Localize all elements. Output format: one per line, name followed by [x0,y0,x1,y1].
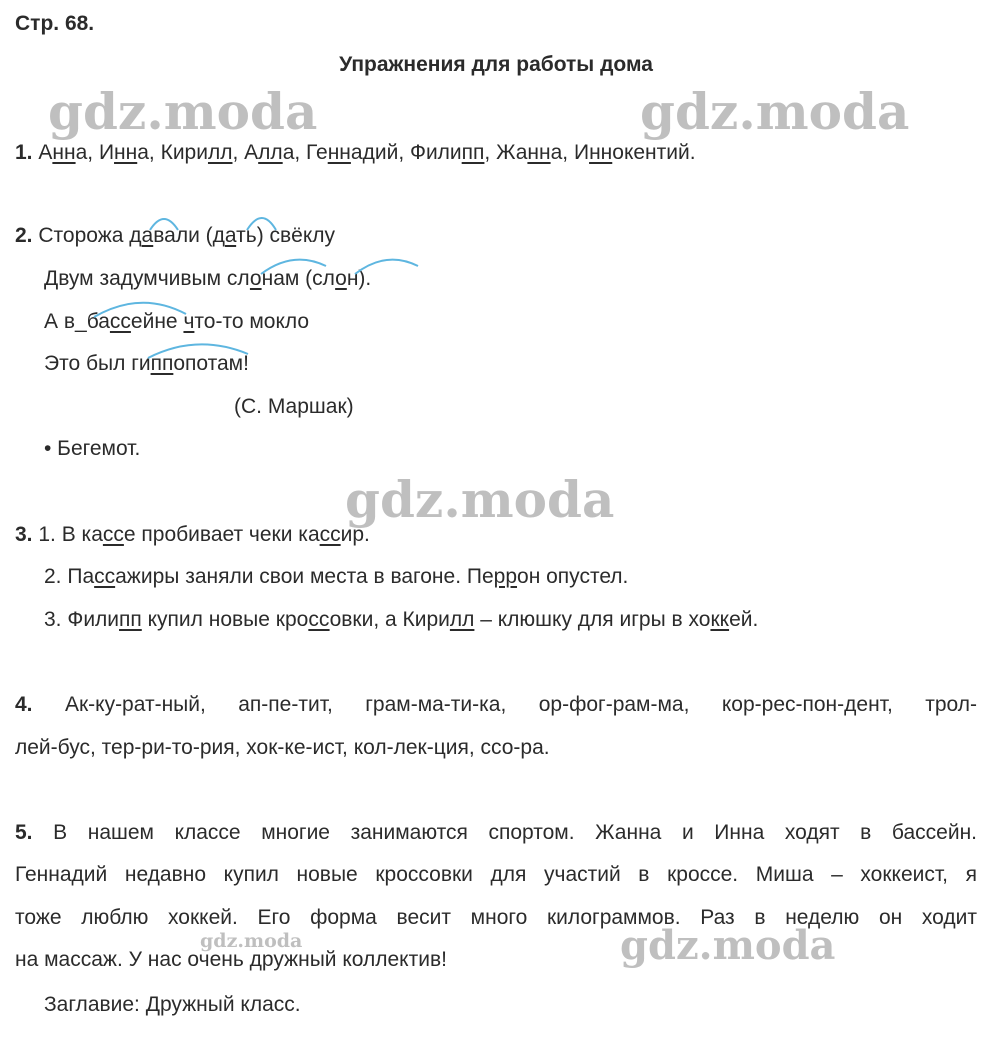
name-part: Фили [409,141,462,164]
underlined-letter: сс [319,523,341,546]
exercise-5-line-2: Геннадий недавно купил новые кроссовки для участий в кроссе. Миша – хоккеист, я [15,863,977,886]
page-label: Стр. 68. [15,12,95,35]
root-arc [94,303,186,317]
underlined-letter: а [224,224,237,247]
sentence-text: ей. [729,608,759,631]
separator: . [689,141,696,164]
name-part: И [98,141,115,164]
poem-text: нам (сл [261,267,336,290]
poem-text: _ [75,310,87,333]
sentence-text: он опустел. [517,565,629,588]
underlined-letters: нн [52,141,76,164]
separator: , [562,141,574,164]
sentence-text: купил новые кро [141,608,309,631]
poem-text: Это был ги [44,352,151,375]
underlined-letter: сс [94,565,116,588]
separator: , [294,141,307,164]
sentence-text: е пробивает чеки ка [123,523,320,546]
name-part: И [573,141,590,164]
root-arc [261,260,326,274]
poem-text: н). [346,267,372,290]
exercise-3-sentence-1 [15,522,370,548]
sentence-text: 2. Па [44,565,95,588]
paragraph-text: В нашем классе многие занимаются спортом. Жанна и Инна ходят в бассейн. [53,821,977,844]
underlined-letter: о [249,267,262,290]
name-part: а [550,141,563,164]
syllable-text: Ак-ку-рат-ный, ап-пе-тит, грам-ма-ти-ка, ор-фог-рам-ма, кор-рес-пон-дент, трол- [64,693,977,716]
underlined-letters: нн [589,141,613,164]
poem-text: вали ( [153,224,213,247]
root-arc [355,260,418,274]
exercise-2-answer: • Бегемот. [44,437,141,460]
underlined-letters: нн [327,141,351,164]
separator: , [398,141,410,164]
name-part: Жа [496,141,528,164]
underlined-letters: пп [461,141,485,164]
exercise-5-title: Заглавие: Дружный класс. [44,993,301,1016]
separator: , [232,141,245,164]
watermark-logo: gdz.moda [345,470,615,529]
watermark-logo: gdz.moda [48,82,318,141]
poem-text: опотам! [173,352,249,375]
poem-text: А в [44,310,75,333]
name-part: А [38,141,53,164]
exercise-number: 2. [15,224,33,247]
sentence-text: ир. [340,523,370,546]
name-part: окентий [612,141,690,164]
separator: , [87,141,99,164]
underlined-letters: нн [114,141,138,164]
name-part: Кири [160,141,208,164]
underlined-letter: пп [119,608,142,631]
exercise-number: 3. [15,523,33,546]
root-arc [247,218,276,230]
exercise-number: 4. [15,693,33,716]
sentence-text: овки, а Кири [329,608,450,631]
sentence-text: – клюшку для игры в хо [474,608,711,631]
watermark-logo: gdz.moda [200,930,303,952]
underlined-letters: лл [258,141,283,164]
underlined-letter: д [129,224,142,247]
exercise-3-sentence-3 [44,607,758,633]
name-part: а [137,141,149,164]
underlined-letter: лл [449,608,475,631]
name-part: а [282,141,295,164]
exercise-4-line-2: лей-бус, тер-ри-то-рия, хок-ке-ист, кол-лек-ция, ссо-ра. [15,736,550,759]
exercise-3-sentence-2 [44,564,628,590]
sentence-text: 3. Фили [44,608,120,631]
underlined-letter: ч [183,310,195,333]
underlined-letter: а [141,224,154,247]
exercise-5-line-4: на массаж. У нас очень дружный коллектив! [15,948,447,971]
sentence-text: ажиры заняли свои места в вагоне. Пе [115,565,494,588]
poem-text: то-то мокло [194,310,310,333]
poem-text: ть) свёклу [236,224,336,247]
poem-text: Двум задумчивым сл [44,267,250,290]
sentence-text: 1. В ка [38,523,103,546]
page-title: Упражнения для работы дома [339,53,653,76]
separator: , [148,141,161,164]
exercise-5-line-1 [15,820,977,846]
name-part: Ге [306,141,328,164]
exercise-number: 5. [15,821,33,844]
exercise-number: 1. [15,141,33,164]
poem-text: ба [86,310,110,333]
name-part: а [75,141,88,164]
underlined-letters: нн [527,141,551,164]
underlined-letter: рр [493,565,518,588]
underlined-letter: о [335,267,347,290]
name-part: адий [350,141,399,164]
watermark-logo: gdz.moda [640,82,910,141]
poem-text: ейне [130,310,184,333]
root-arc [148,344,248,358]
underlined-letter: сс [109,310,131,333]
underlined-letter: д [212,224,225,247]
root-arc [150,219,178,230]
exercise-5-line-3: тоже люблю хоккей. Его форма весит много килограммов. Раз в неделю он ходит [15,906,977,929]
underlined-letter: кк [710,608,730,631]
separator: , [484,141,497,164]
watermark-logo: gdz.moda [620,922,836,969]
poem-author: (С. Маршак) [234,395,354,418]
underlined-letter: сс [308,608,330,631]
exercise-4-line-1 [15,692,977,718]
name-part: А [244,141,259,164]
underlined-letter: сс [102,523,124,546]
underlined-letter: пп [150,352,174,375]
underlined-letters: лл [207,141,233,164]
poem-text: Сторожа [38,224,130,247]
